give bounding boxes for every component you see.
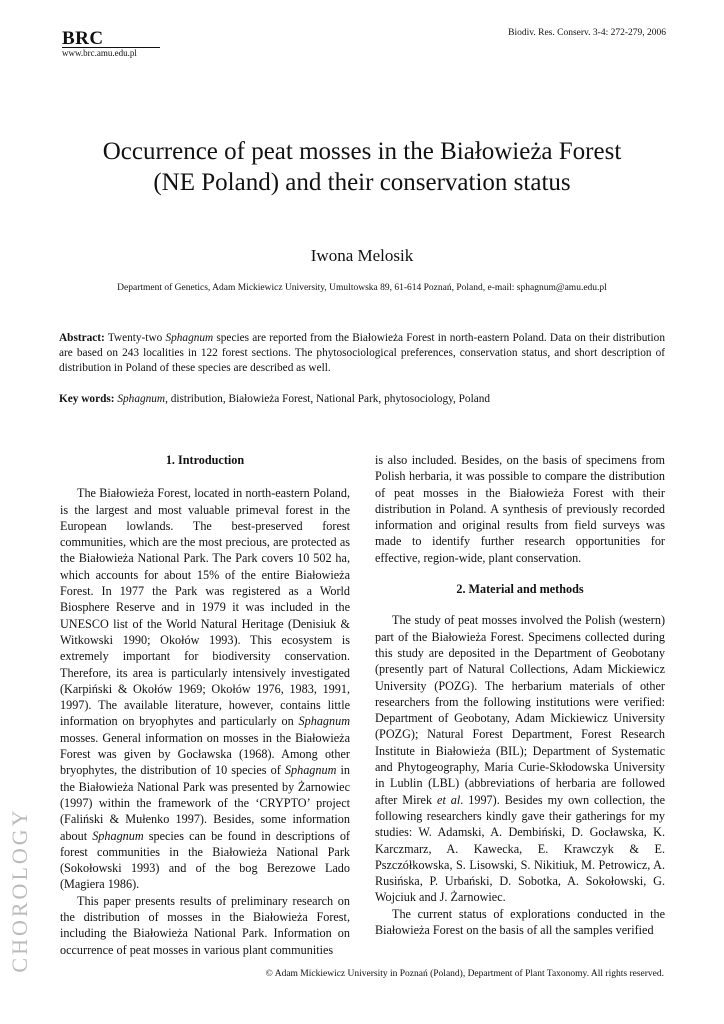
right-column <box>375 452 665 938</box>
abstract-genus: Sphagnum <box>165 332 214 344</box>
section-heading-methods: 2. Material and methods <box>456 582 584 597</box>
keywords-genus: Sphagnum <box>117 393 166 405</box>
author-name: Iwona Melosik <box>310 246 414 265</box>
abstract-label: Abstract: <box>59 332 105 344</box>
copyright-notice: © Adam Mickiewicz University in Poznań (Poland), Department of Plant Taxonomy. All rights reserved. <box>265 969 664 979</box>
title-line-2: (NE Poland) and their conservation status <box>153 169 571 196</box>
methods-paragraph-1: The study of peat mosses involved the Polish (western) part of the Białowieża Forest. Specimens collected during this study are deposited in the Department of Geobotany (presently part of Natural Collections, Adam Mickiewicz University (POZG). The herbarium materials of other researchers from the following institutions were verified: Department of Geobotany, Adam Mickiewicz University (POZG); Natural Forest Department, Forest Research Institute in Białowieża (BIL); Department of Systematic and Phytogeography, Maria Curie-Skłodowska University in Lublin (LBL) (abbreviations of herbaria are followed after Mirek et al. 1997). Besides my own collection, the following researchers kindly gave their gatherings for my studies: W. Adamski, A. Dembiński, D. Gocławska, K. Karczmarz, A. Kawecka, E. Krawczyk & E. Pszczółkowska, S. Lisowski, S. Nikitiuk, M. Petrowicz, A. Rusińska, P. Urbański, D. Sobotka, A. Sokołowski, G. Wojciuk and J. Żarnowiec. <box>375 613 665 905</box>
journal-logo: BRC <box>62 28 104 49</box>
methods-paragraph-2: The current status of explorations conducted in the Białowieża Forest on the basis of all the samples verified <box>375 906 665 938</box>
abstract <box>59 331 665 375</box>
journal-reference: Biodiv. Res. Conserv. 3-4: 272-279, 2006 <box>508 28 666 38</box>
keywords-label: Key words: <box>59 393 115 405</box>
abstract-text: species are reported from the Białowieża Forest in north-eastern Poland. Data on their distribution are based on 243 localities in 122 forest sections. The phytosociological preferences, conservation status, and short description of distribution in Poland of these species are described as well. <box>59 332 665 374</box>
left-column <box>60 452 350 958</box>
journal-url: www.brc.amu.edu.pl <box>62 48 137 58</box>
keywords <box>59 392 665 407</box>
intro-paragraph-2: This paper presents results of preliminary research on the distribution of mosses in the Białowieża Forest, including the Białowieża National Park. Information on occurrence of peat mosses in various plant communities <box>60 893 350 957</box>
abstract-text-pre: Twenty-two <box>107 332 166 344</box>
author-affiliation: Department of Genetics, Adam Mickiewicz University, Umultowska 89, 61-614 Poznań, Poland, e-mail: sphagnum@amu.edu.pl <box>117 283 607 293</box>
title-line-1: Occurrence of peat mosses in the Białowieża Forest <box>102 138 622 165</box>
keywords-list: , distribution, Białowieża Forest, National Park, phytosociology, Poland <box>165 393 491 405</box>
paper-title <box>40 136 684 198</box>
intro-paragraph-1: The Białowieża Forest, located in north-eastern Poland, is the largest and most valuable primeval forest in the European lowlands. The best-preserved forest communities, which are the most precious, are protected as the Białowieża National Park. The Park covers 10 502 ha, which accounts for about 15% of the entire Białowieża Forest. In 1977 the Park was registered as a World Biosphere Reserve and in 1979 it was included in the UNESCO list of the World Natural Heritage (Denisiuk & Witkowski 1990; Okołów 1993). This ecosystem is extremely important for biodiversity conservation. Therefore, its area is particularly intensively investigated (Karpiński & Okołów 1969; Okołów 1976, 1983, 1991, 1997). The available literature, however, contains little information on bryophytes and particularly on Sphagnum mosses. General information on mosses in the Białowieża Forest was given by Gocławska (1968). Among other bryophytes, the distribution of 10 species of Sphagnum in the Białowieża National Park was presented by Żarnowiec (1997) within the framework of the ‘CRYPTO’ project (Faliński & Mułenko 1997). Besides, some information about Sphagnum species can be found in descriptions of forest communities in the Białowieża National Park (Sokołowski 1993) and of the bog Berezowe Lado (Magiera 1986). <box>60 486 351 892</box>
intro-paragraph-2-continued: is also included. Besides, on the basis of specimens from Polish herbaria, it was possible to compare the distribution of peat mosses in the Białowieża Forest with their distribution in Poland. A synthesis of previously recorded information and original results from field surveys was made to identify further research opportunities for effective, region-wide, plant conservation. <box>375 453 665 565</box>
side-section-label: CHOROLOGY <box>7 807 32 973</box>
section-heading-introduction: 1. Introduction <box>165 453 245 467</box>
